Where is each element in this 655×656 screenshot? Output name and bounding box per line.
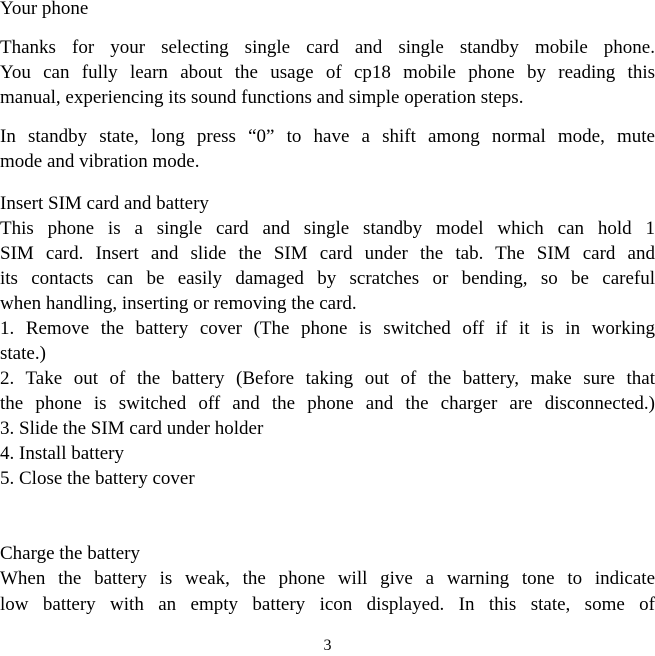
paragraph-line: SIM card. Insert and slide the SIM card under the tab. The SIM card and (0, 243, 655, 264)
heading-insert-sim: Insert SIM card and battery (0, 193, 209, 214)
list-item: state.) (0, 343, 46, 364)
page-number: 3 (323, 637, 332, 654)
paragraph-line: In standby state, long press “0” to have a shift among normal mode, mute (0, 126, 655, 147)
paragraph-line: When the battery is weak, the phone will give a warning tone to indicate (0, 568, 655, 589)
list-item: the phone is switched off and the phone and the charger are disconnected.) (0, 393, 655, 414)
paragraph-line: its contacts can be easily damaged by scratches or bending, so be careful (0, 268, 655, 289)
paragraph-line: Thanks for your selecting single card and single standby mobile phone. (0, 37, 655, 58)
paragraph-line: when handling, inserting or removing the card. (0, 293, 357, 314)
paragraph-line: This phone is a single card and single standby model which can hold 1 (0, 218, 655, 239)
paragraph-line: low battery with an empty battery icon displayed. In this state, some of (0, 594, 655, 615)
paragraph-line: You can fully learn about the usage of cp18 mobile phone by reading this (0, 62, 655, 83)
paragraph-line: mode and vibration mode. (0, 151, 200, 172)
list-item: 3. Slide the SIM card under holder (0, 418, 264, 439)
list-item: 5. Close the battery cover (0, 468, 195, 489)
heading-your-phone: Your phone (0, 0, 89, 19)
list-item: 2. Take out of the battery (Before taking out of the battery, make sure that (0, 368, 655, 389)
heading-charge-battery: Charge the battery (0, 543, 140, 564)
list-item: 1. Remove the battery cover (The phone is switched off if it is in working (0, 318, 655, 339)
list-item: 4. Install battery (0, 443, 124, 464)
paragraph-line: manual, experiencing its sound functions and simple operation steps. (0, 87, 524, 108)
